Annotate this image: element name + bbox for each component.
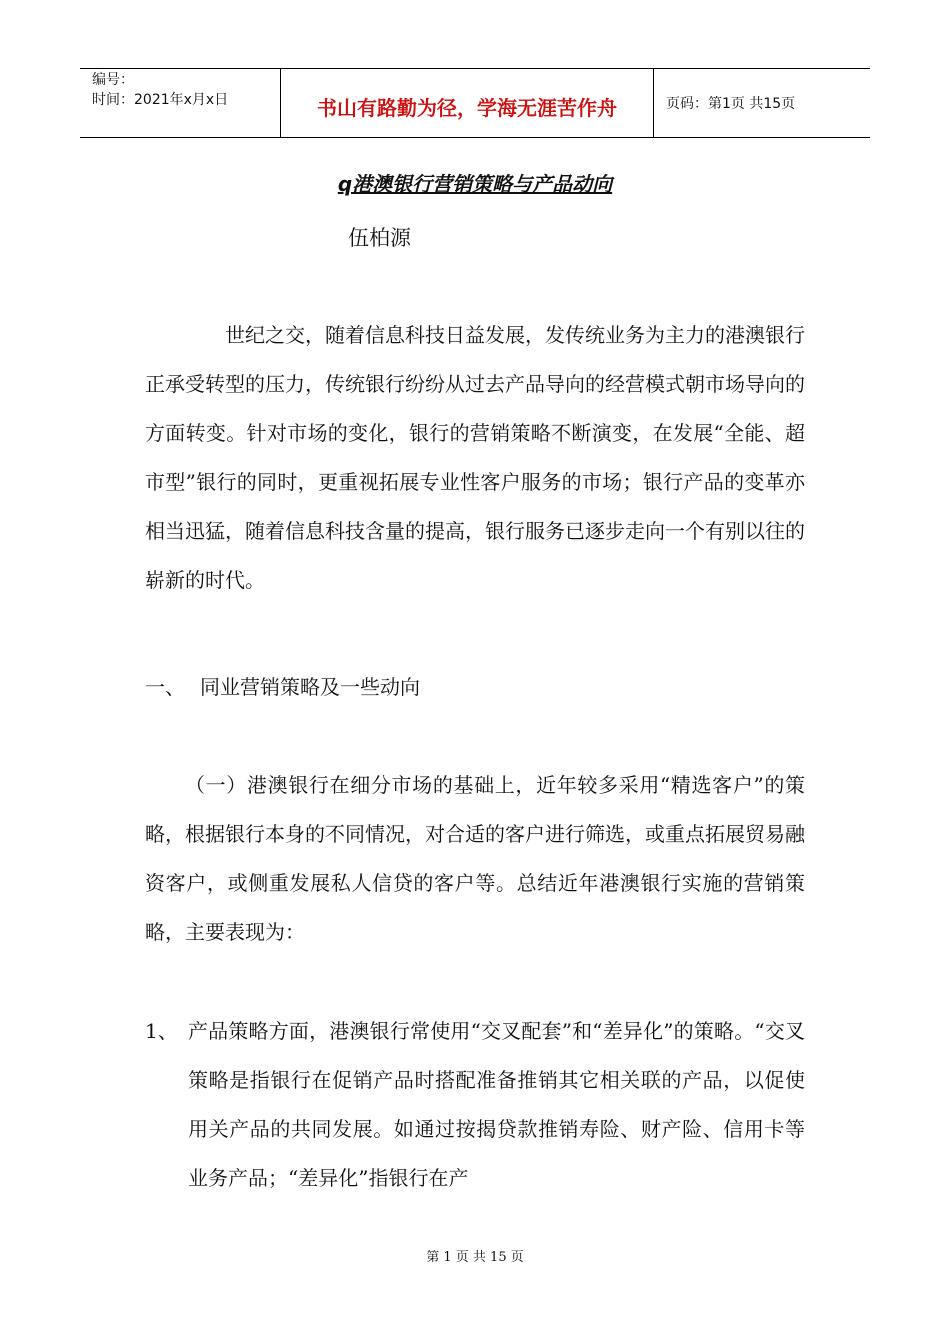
motto: 书山有路勤为径，学海无涯苦作舟	[317, 96, 617, 120]
list-item-text: 产品策略方面，港澳银行常使用“交叉配套”和“差异化”的策略。“交叉策略是指银行在促销产品时搭配准备推销其它相关联的产品，以促使用关产品的共同发展。如通过按揭贷款推销寿险、财产险、信用卡等业务产品；“差异化”指银行在产	[188, 1019, 805, 1190]
page-footer: 第 1 页 共 15 页	[426, 1250, 524, 1265]
time-label: 时间：2021年x月x日	[92, 92, 229, 108]
intro-paragraph: 世纪之交，随着信息科技日益发展，发传统业务为主力的港澳银行正承受转型的压力，传统银行纷纷从过去产品导向的经营模式朝市场导向的方面转变。针对市场的变化，银行的营销策略不断演变，在发展“全能、超市型”银行的同时，更重视拓展专业性客户服务的市场；银行产品的变革亦相当迅猛，随着信息科技含量的提高，银行服务已逐步走向一个有别以往的崭新的时代。	[145, 323, 805, 592]
section-title: 同业营销策略及一些动向	[200, 675, 420, 699]
header-table	[80, 68, 870, 138]
body-paragraph: （一）港澳银行在细分市场的基础上，近年较多采用“精选客户”的策略，根据银行本身的不同情况，对合适的客户进行筛选，或重点拓展贸易融资客户，或侧重发展私人信贷的客户等。总结近年港澳银行实施的营销策略，主要表现为：	[145, 773, 805, 944]
document-title: q港澳银行营销策略与产品动向	[337, 172, 613, 196]
header-cell-meta	[80, 69, 281, 137]
number-label: 编号：	[92, 72, 134, 88]
list-item-number: 1、	[145, 1019, 178, 1043]
section-number: 一、	[145, 675, 185, 699]
header-cell-page	[654, 69, 870, 137]
header-cell-motto	[281, 69, 654, 137]
section-heading	[145, 671, 420, 700]
author: 伍柏源	[348, 226, 411, 250]
page-info: 页码：第1页 共15页	[666, 96, 796, 112]
